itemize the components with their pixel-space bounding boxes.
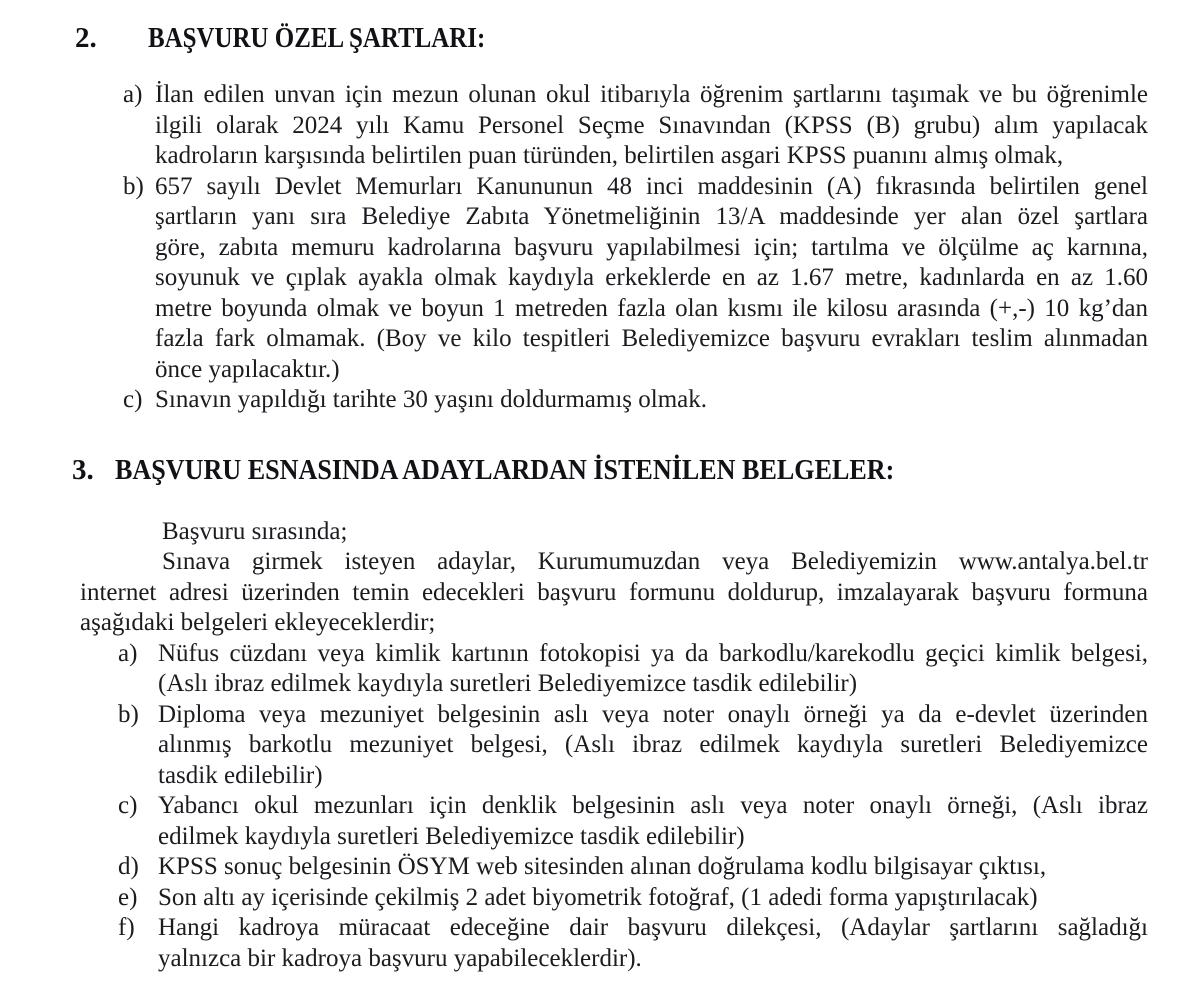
list-item-line: İlan edilen unvan için mezun olunan okul itibarıyla öğrenim şartlarını taşımak ve bu öğrenimle [155, 81, 1148, 108]
item-list [75, 639, 1148, 975]
section-number: 2. [75, 22, 97, 54]
intro-paragraph-line: aşağıdaki belgeleri ekleyeceklerdir; [80, 609, 436, 636]
list-item [75, 883, 1148, 914]
list-item-marker: a) [123, 81, 143, 108]
list-item-marker: c) [118, 792, 138, 819]
list-item-line: soyunuk ve çıplak ayakla olmak kaydıyla erkeklerde en az 1.67 metre, kadınlarda en az 1.60 [155, 264, 1148, 291]
list-item [75, 385, 1148, 416]
list-item-line: (Aslı ibraz edilmek kaydıyla suretleri Belediyemizce tasdik edilebilir) [158, 670, 858, 697]
list-item-line: fazla fark olmamak. (Boy ve kilo tespitleri Belediyemizce başvuru evrakları teslim alınmadan [155, 325, 1148, 352]
list-item-marker: e) [118, 883, 138, 911]
section-heading [75, 20, 1148, 56]
list-item [75, 913, 1148, 974]
intro-paragraph-line: Başvuru sırasında; [162, 517, 348, 545]
list-item-line: alınmış barkotlu mezuniyet belgesi, (Aslı ibraz edilmek kaydıyla suretleri Belediyemizce [158, 731, 1148, 758]
list-item-line: yalnızca bir kadroya başvuru yapabileceklerdir). [158, 944, 642, 972]
section-title: BAŞVURU ÖZEL ŞARTLARI: [148, 22, 486, 54]
list-item [75, 172, 1148, 386]
list-item-line: tasdik edilebilir) [158, 761, 323, 789]
intro-paragraph-line: Sınava girmek isteyen adaylar, Kurumumuzdan veya Belediyemizin www.antalya.bel.tr [162, 548, 1148, 575]
intro-paragraph-line: internet adresi üzerinden temin edecekleri başvuru formunu doldurup, imzalayarak başvuru formuna [80, 578, 1148, 606]
list-item-marker: b) [118, 700, 139, 728]
list-item-line: göre, zabıta memuru kadrolarına başvuru yapılabilmesi için; tartılma ve ölçülme aç karnına, [155, 233, 1148, 261]
list-item-marker: d) [118, 853, 139, 880]
list-item-line: önce yapılacaktır.) [155, 355, 340, 383]
list-item-line: Sınavın yapıldığı tarihte 30 yaşını doldurmamış olmak. [155, 386, 708, 413]
list-item-line: şartların yanı sıra Belediye Zabıta Yönetmeliğinin 13/A maddesinde yer alan özel şartlara [155, 203, 1148, 230]
list-item-line: Diploma veya mezuniyet belgesinin aslı veya noter onaylı örneği ya da e-devlet üzerinden [158, 700, 1148, 728]
list-item-marker: a) [118, 639, 138, 667]
list-item [75, 791, 1148, 852]
list-item-marker: b) [123, 172, 144, 200]
list-item-line: Hangi kadroya müracaat edeceğine dair başvuru dilekçesi, (Adaylar şartlarını sağladığı [158, 914, 1148, 941]
list-item [75, 639, 1148, 700]
list-item-line: 657 sayılı Devlet Memurları Kanununun 48 inci maddesinin (A) fıkrasında belirtilen genel [155, 172, 1148, 200]
section-heading [72, 452, 1148, 488]
list-item [75, 852, 1148, 883]
list-item-line: kadroların karşısında belirtilen puan türünden, belirtilen asgari KPSS puanını almış olmak, [155, 142, 1064, 169]
list-item [75, 700, 1148, 792]
section-title: BAŞVURU ESNASINDA ADAYLARDAN İSTENİLEN BELGELER: [115, 453, 895, 486]
item-list [75, 80, 1148, 416]
list-item-line: Son altı ay içerisinde çekilmiş 2 adet biyometrik fotoğraf, (1 adedi forma yapıştırılacak) [158, 883, 1038, 911]
section-number: 3. [72, 453, 94, 486]
list-item-line: KPSS sonuç belgesinin ÖSYM web sitesinden alınan doğrulama kodlu bilgisayar çıktısı, [158, 853, 1047, 880]
section [72, 452, 1148, 975]
list-item-line: Nüfus cüzdanı veya kimlik kartının fotokopisi ya da barkodlu/karekodlu geçici kimlik belgesi, [158, 639, 1148, 667]
list-item-marker: f) [118, 914, 135, 941]
list-item-line: ilgili olarak 2024 yılı Kamu Personel Seçme Sınavından (KPSS (B) grubu) alım yapılacak [155, 111, 1148, 139]
list-item-marker: c) [123, 386, 143, 413]
list-item-line: Yabancı okul mezunları için denklik belgesinin aslı veya noter onaylı örneği, (Aslı ibraz [158, 792, 1148, 819]
list-item-line: metre boyunda olmak ve boyun 1 metreden fazla olan kısmı ile kilosu arasında (+,-) 10 kg’dan [155, 294, 1148, 322]
list-item-line: edilmek kaydıyla suretleri Belediyemizce tasdik edilebilir) [158, 822, 745, 850]
section [75, 20, 1148, 416]
list-item [75, 80, 1148, 172]
